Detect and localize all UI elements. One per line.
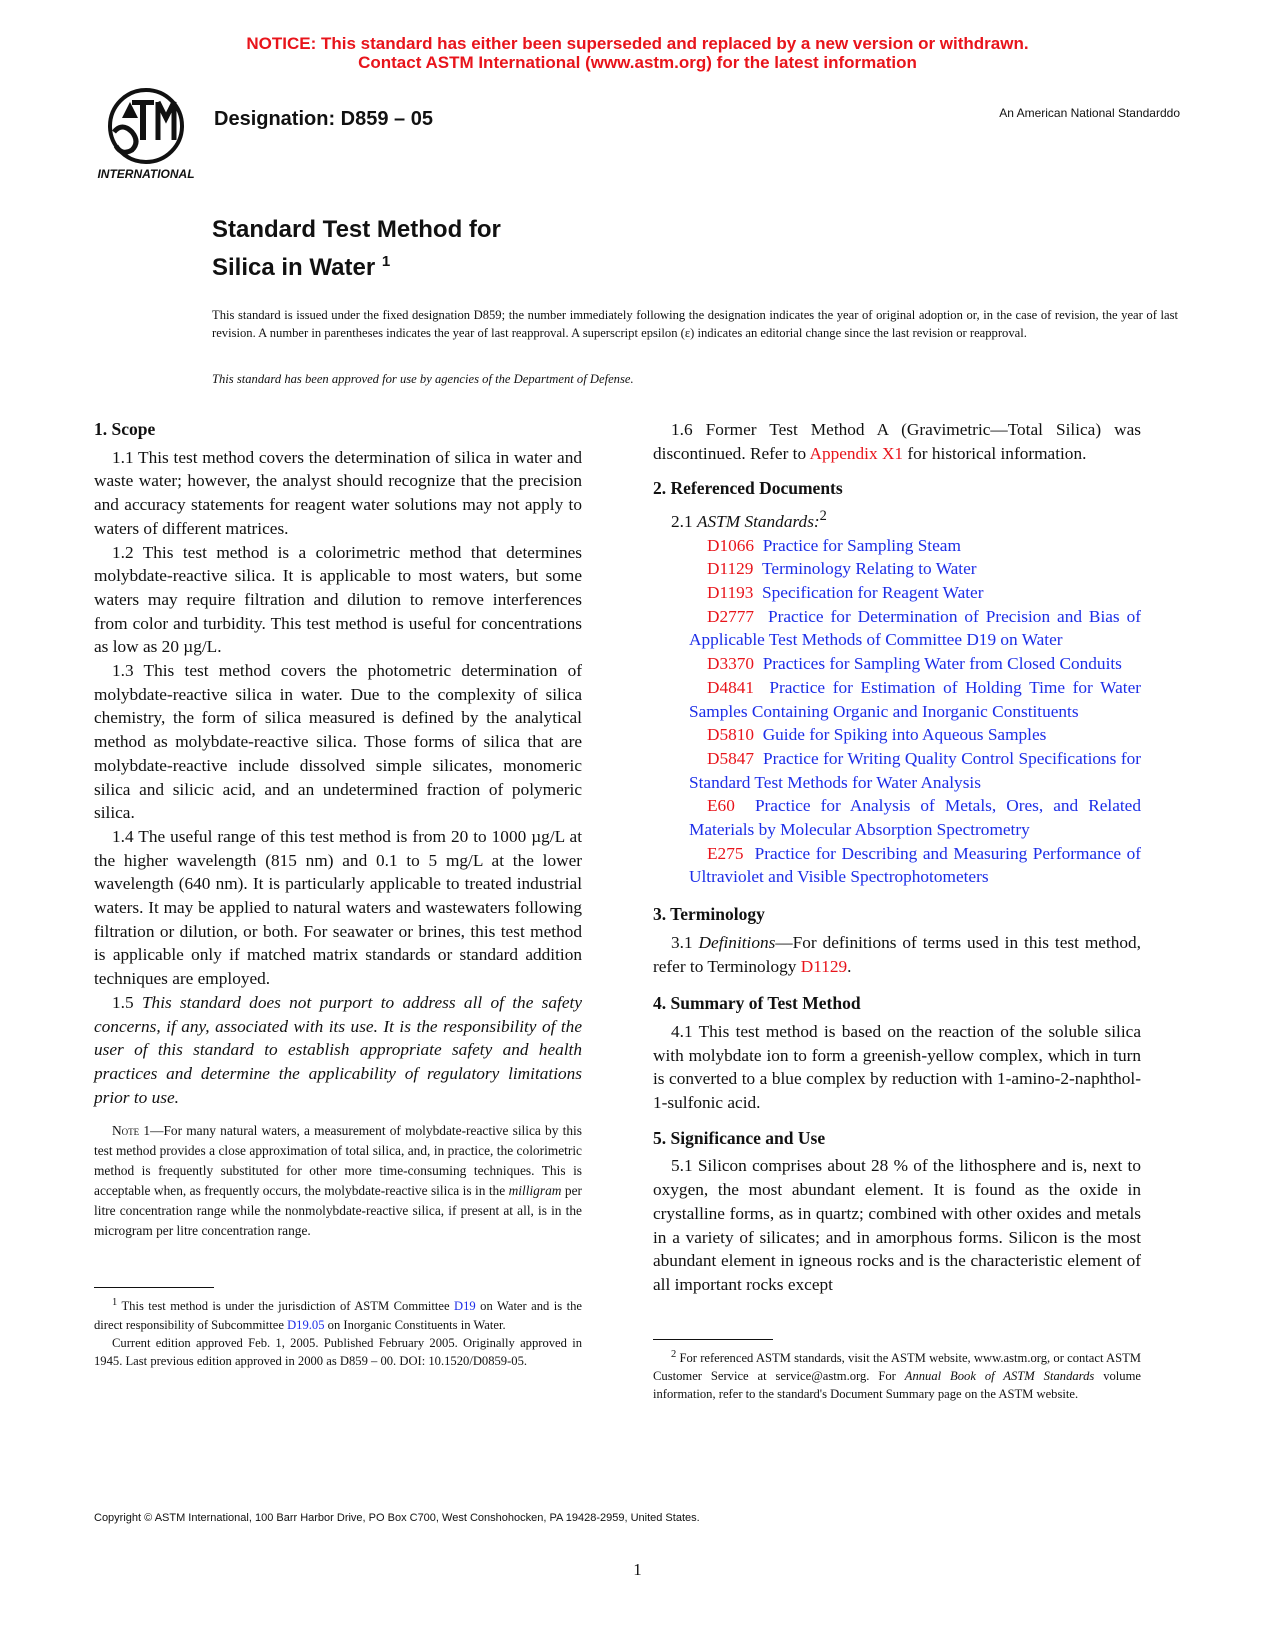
para-1-6 <box>653 418 1141 465</box>
notice-line-1: NOTICE: This standard has either been superseded and replaced by a new version or withdrawn. <box>246 34 1029 53</box>
section-3-heading: 3. Terminology <box>653 904 765 925</box>
page-number: 1 <box>633 1560 642 1579</box>
issued-statement: This standard is issued under the fixed designation D859; the number immediately following the designation indicates the year of original adoption or, in the case of revision, the year of last revision. A number in parentheses indicates the year of last reapproval. A superscript epsilon (ε) indicates an editorial change since the last revision or reapproval. <box>212 308 1178 340</box>
para-2-1 <box>653 505 1141 533</box>
appendix-x1-link[interactable]: Appendix X1 <box>809 443 904 463</box>
astm-logo <box>92 88 200 184</box>
section-5-heading: 5. Significance and Use <box>653 1127 826 1148</box>
reference-code-link[interactable]: D2777 <box>707 606 755 626</box>
section-4-heading: 4. Summary of Test Method <box>653 993 861 1014</box>
title-line-2-text: Silica in Water <box>212 254 376 281</box>
reference-item[interactable] <box>671 794 1141 841</box>
footnote-2-num: 2 <box>671 1348 677 1360</box>
para-2-1-num: 2.1 <box>671 511 693 531</box>
reference-code-link[interactable]: D1129 <box>707 559 754 579</box>
reference-item[interactable] <box>671 747 1141 794</box>
astm-logo-icon <box>92 88 200 184</box>
reference-item[interactable] <box>671 605 1141 652</box>
reference-item[interactable] <box>671 581 1141 605</box>
reference-title-link[interactable]: Practice for Determination of Precision and Bias of Applicable Test Methods of Committee D19 on Water <box>689 606 1142 650</box>
footnote-2-text-b: volume information, refer to the standard's Document Summary page on the ASTM website. <box>653 1368 1141 1401</box>
para-1-5 <box>94 991 582 1110</box>
reference-code-link[interactable]: D1066 <box>707 535 755 555</box>
dod-approval: This standard has been approved for use by agencies of the Department of Defense. <box>212 372 634 386</box>
para-1-5-num: 1.5 <box>112 992 134 1012</box>
para-1-1: 1.1 This test method covers the determination of silica in water and waste water; however, the analyst should recognize that the precision and accuracy statements for reagent water solutions may not apply to waters of different matrices. <box>94 447 582 538</box>
reference-title-link[interactable]: Practice for Writing Quality Control Specifications for Standard Test Methods for Water Analysis <box>689 748 1141 792</box>
reference-title-link[interactable]: Practice for Estimation of Holding Time for Water Samples Containing Organic and Inorganic Constituents <box>689 677 1141 721</box>
para-1-6-text: 1.6 Former Test Method A (Gravimetric—Total Silica) was discontinued. Refer to <box>653 420 1141 463</box>
footnote-1-num: 1 <box>112 1297 118 1309</box>
right-column <box>653 418 1141 1403</box>
footnote-1-text-b: on Water and is the direct responsibility of Subcommittee <box>94 1299 582 1332</box>
reference-item[interactable] <box>671 652 1141 676</box>
note-label: Note <box>112 1123 140 1139</box>
reference-title-link[interactable]: Practices for Sampling Water from Closed Conduits <box>762 654 1122 674</box>
reference-code-link[interactable]: D1193 <box>707 582 754 602</box>
subcommittee-d19-05-link[interactable]: D19.05 <box>287 1317 325 1332</box>
note-number: 1 <box>143 1123 151 1139</box>
note-text-a: —For many natural waters, a measurement of molybdate-reactive silica by this test method provides a close approximation of total silica, and, in practice, the colorimetric method is frequently substituted for other more time-consuming techniques. This is acceptable when, as frequently occurs, the molybdate-reactive silica is in the <box>94 1123 582 1199</box>
reference-title-link[interactable]: Guide for Spiking into Aqueous Samples <box>762 725 1047 745</box>
reference-code-link[interactable]: D5847 <box>707 748 755 768</box>
para-1-3: 1.3 This test method covers the photometric determination of molybdate-reactive silica in water. Due to the complexity of silica chemistry, the form of silica measured is defined by the analytical method as molybdate-reactive silica. Those forms of silica that are molybdate-reactive include dissolved simple silicates, monomeric silica and silicic acid, and an undetermined fraction of polymeric silica. <box>94 661 582 823</box>
footnote-1-edition: Current edition approved Feb. 1, 2005. Published February 2005. Originally approved in 1945. Last previous edition approved in 2000 as D859 – 00. DOI: 10.1520/D0859-05. <box>94 1335 582 1368</box>
terminology-d1129-link[interactable]: D1129 <box>800 956 848 976</box>
section-1-heading: 1. Scope <box>94 419 156 439</box>
section-2-heading: 2. Referenced Documents <box>653 478 843 499</box>
reference-item[interactable] <box>671 534 1141 558</box>
reference-code-link[interactable]: D5810 <box>707 725 755 745</box>
designation: Designation: D859 – 05 <box>214 108 433 130</box>
reference-item[interactable] <box>671 723 1141 747</box>
footnote-2-ref: 2 <box>819 508 827 525</box>
definitions-label: Definitions <box>698 932 776 952</box>
para-1-5-text: This standard does not purport to address all of the safety concerns, if any, associated with its use. It is the responsibility of the user of this standard to establish appropriate safety and health practices and determine the applicability of regulatory limitations prior to use. <box>94 992 582 1107</box>
footnote-1 <box>94 1294 582 1333</box>
para-1-2: 1.2 This test method is a colorimetric method that determines molybdate-reactive silica. It is applicable to most waters, but some waters may require filtration and dilution to remove interferences from color and turbidity. This test method is useful for concentrations as low as 20 µg/L. <box>94 542 582 657</box>
referenced-documents-list <box>653 534 1141 890</box>
para-3-1-end: . <box>847 956 852 976</box>
notice-line-2: Contact ASTM International (www.astm.org) for the latest information <box>358 53 917 72</box>
reference-item[interactable] <box>671 676 1141 723</box>
astm-standards-label: ASTM Standards: <box>696 511 820 531</box>
para-5-1: 5.1 Silicon comprises about 28 % of the lithosphere and is, next to oxygen, the most abundant element. It is found as the oxide in crystalline forms, as in quartz; combined with other oxides and metals in a variety of silicates; and in amorphous forms. Silicon is the most abundant element in igneous rocks and is the characteristic element of all important rocks except <box>653 1156 1141 1294</box>
note-1 <box>94 1121 582 1241</box>
logo-text: INTERNATIONAL <box>97 167 195 181</box>
reference-code-link[interactable]: E275 <box>707 843 744 863</box>
para-4-1: 4.1 This test method is based on the reaction of the soluble silica with molybdate ion to form a greenish-yellow complex, which in turn is converted to a blue complex by reduction with 1-amino-2-naphthol-1-sulfonic acid. <box>653 1021 1141 1113</box>
reference-title-link[interactable]: Terminology Relating to Water <box>762 559 977 579</box>
document-title <box>212 214 501 284</box>
para-3-1 <box>653 931 1141 978</box>
note-emphasis: milligram <box>508 1183 562 1199</box>
committee-d19-link[interactable]: D19 <box>454 1299 476 1314</box>
para-3-1-num: 3.1 <box>671 932 693 952</box>
footnote-2-emphasis: Annual Book of ASTM Standards <box>904 1368 1095 1383</box>
footnote-2 <box>653 1346 1141 1403</box>
reference-title-link[interactable]: Specification for Reagent Water <box>762 582 984 602</box>
reference-title-link[interactable]: Practice for Analysis of Metals, Ores, and Related Materials by Molecular Absorption Spectrometry <box>689 796 1141 840</box>
reference-code-link[interactable]: D3370 <box>707 654 755 674</box>
para-1-6-end: for historical information. <box>907 443 1087 463</box>
reference-item[interactable] <box>671 842 1141 889</box>
title-line-2 <box>212 246 501 284</box>
reference-code-link[interactable]: E60 <box>707 796 735 816</box>
footnote-2-text-a: For referenced ASTM standards, visit the ASTM website, www.astm.org, or contact ASTM Customer Service at service@astm.org. For <box>653 1350 1141 1383</box>
note-text-b: per litre concentration range while the nonmolybdate-reactive silica, if present at all, is in the microgram per litre concentration range. <box>94 1183 582 1239</box>
left-column <box>94 418 582 1370</box>
para-1-4: 1.4 The useful range of this test method is from 20 to 1000 µg/L at the higher wavelength (815 nm) and 0.1 to 5 mg/L at the lower wavelength (640 nm). It is particularly applicable to treated industrial waters. It may be applied to natural waters and wastewaters following filtration or dilution, or both. For seawater or brines, this test method is applicable only if matched matrix standards or standard addition techniques are employed. <box>94 826 582 989</box>
title-footnote-ref: 1 <box>381 253 391 270</box>
title-line-1: Standard Test Method for <box>212 216 501 243</box>
national-standard-label: An American National Standarddo <box>999 106 1180 120</box>
reference-title-link[interactable]: Practice for Describing and Measuring Performance of Ultraviolet and Visible Spectrophotometers <box>689 843 1141 887</box>
reference-title-link[interactable]: Practice for Sampling Steam <box>762 535 961 555</box>
reference-item[interactable] <box>671 557 1141 581</box>
footnote-1-text-c: on Inorganic Constituents in Water. <box>327 1317 506 1332</box>
footnote-1-text-a: This test method is under the jurisdiction of ASTM Committee <box>121 1299 450 1314</box>
para-3-1-text: —For definitions of terms used in this test method, refer to Terminology <box>653 932 1141 976</box>
copyright-line: Copyright © ASTM International, 100 Barr Harbor Drive, PO Box C700, West Conshohocken, PA 19428-2959, United States. <box>94 1512 700 1524</box>
reference-code-link[interactable]: D4841 <box>707 677 755 697</box>
withdrawal-notice <box>0 34 1275 72</box>
